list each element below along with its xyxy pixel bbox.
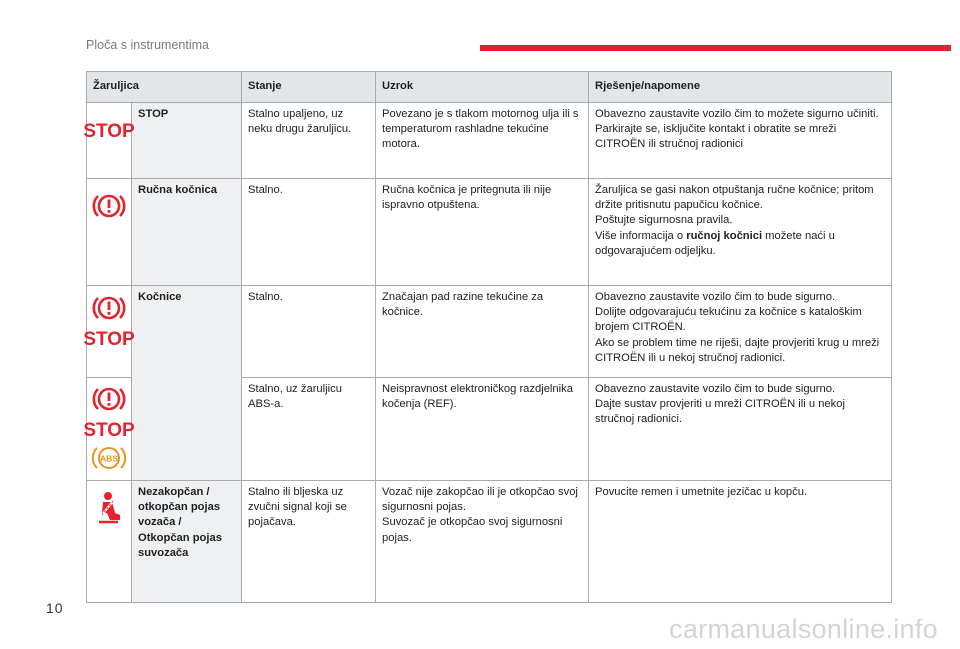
state-cell: Stalno. — [242, 286, 376, 378]
brake-warning-icon — [92, 293, 126, 323]
warning-lights-table — [83, 71, 892, 603]
icon-cell — [83, 103, 135, 179]
column-header-solution: Rješenje/napomene — [589, 72, 892, 103]
icon-cell — [83, 378, 135, 481]
abs-icon — [90, 444, 128, 472]
column-header-warning-light: Žaruljica — [87, 72, 242, 103]
parking-brake-warning-icon — [92, 191, 126, 221]
solution-line: Ako se problem time ne riješi, dajte provjeriti krug u mreži CITROËN ili u nekoj stručnoj radionici. — [595, 336, 880, 364]
section-title: Ploča s instrumentima — [86, 38, 209, 52]
cause-line: Vozač nije zakopčao ili je otkopčao svoj sigurnosni pojas. — [382, 486, 578, 514]
table-header-row — [87, 72, 892, 103]
warning-light-name: Ručna kočnica — [132, 179, 242, 286]
cause-cell: Značajan pad razine tekućine za kočnice. — [376, 286, 589, 378]
icon-cell — [87, 481, 132, 603]
stop-icon — [83, 418, 135, 441]
icon-cell — [83, 286, 135, 378]
solution-line: Poštujte sigurnosna pravila. — [595, 214, 733, 227]
stop-icon — [83, 327, 135, 350]
column-header-cause: Uzrok — [376, 72, 589, 103]
solution-line: Dajte sustav provjeriti u mreži CITROËN ili u nekoj stručnoj radionici. — [595, 398, 845, 426]
warning-light-name: Nezakopčan / otkopčan pojas vozača / Otkopčan pojas suvozača — [132, 481, 242, 603]
seatbelt-icon — [94, 491, 124, 525]
table-row — [87, 103, 892, 179]
cause-cell: Ručna kočnica je pritegnuta ili nije ispravno otpuštena. — [376, 179, 589, 286]
warning-light-name: STOP — [132, 103, 242, 179]
state-cell: Stalno, uz žaruljicu ABS-a. — [242, 378, 376, 481]
cause-cell — [376, 481, 589, 603]
solution-line: Obavezno zaustavite vozilo čim to možete sigurno učiniti. — [595, 108, 879, 120]
state-cell: Stalno. — [242, 179, 376, 286]
cause-cell: Povezano je s tlakom motornog ulja ili s temperaturom rashladne tekućine motora. — [376, 103, 589, 179]
state-cell: Stalno ili bljeska uz zvučni signal koji se pojačava. — [242, 481, 376, 603]
solution-line: Žaruljica se gasi nakon otpuštanja ručne kočnice; pritom držite pritisnutu papučicu kočnice. — [595, 184, 874, 212]
svg-text:STOP: STOP — [83, 420, 135, 441]
page-number: 10 — [46, 600, 64, 616]
cause-line: Suvozač je otkopčao svoj sigurnosni pojas. — [382, 516, 563, 544]
svg-text:STOP: STOP — [83, 329, 135, 350]
watermark: carmanualsonline.info — [669, 614, 938, 644]
solution-cell — [589, 481, 892, 603]
solution-line: Više informacija o ručnoj kočnici možete naći u odgovarajućem odjeljku. — [595, 229, 835, 257]
brake-warning-icon — [92, 384, 126, 414]
svg-text:ABS: ABS — [100, 453, 118, 464]
solution-cell — [589, 286, 892, 378]
table-row — [87, 481, 892, 603]
solution-cell — [589, 378, 892, 481]
column-header-state: Stanje — [242, 72, 376, 103]
table-row — [87, 286, 892, 378]
cause-cell: Neispravnost elektroničkog razdjelnika kočenja (REF). — [376, 378, 589, 481]
solution-cell — [589, 179, 892, 286]
table-row — [87, 179, 892, 286]
icon-cell — [87, 179, 132, 286]
header-accent-bar — [480, 45, 951, 51]
solution-line: Dolijte odgovarajuću tekućinu za kočnice s kataloškim brojem CITROËN. — [595, 306, 862, 334]
solution-line: Parkirajte se, isključite kontakt i obratite se mreži CITROËN ili stručnoj radionici — [595, 123, 837, 151]
solution-line: Povucite remen i umetnite jezičac u kopču. — [595, 486, 808, 498]
svg-text:STOP: STOP — [83, 121, 135, 142]
cross-reference: ručnoj kočnici — [686, 229, 763, 242]
solution-line: Obavezno zaustavite vozilo čim to bude sigurno. — [595, 291, 836, 303]
solution-line: Obavezno zaustavite vozilo čim to bude sigurno. — [595, 383, 836, 395]
warning-light-name: Kočnice — [132, 286, 242, 481]
solution-cell — [589, 103, 892, 179]
state-cell: Stalno upaljeno, uz neku drugu žaruljicu. — [242, 103, 376, 179]
stop-icon — [83, 119, 135, 142]
